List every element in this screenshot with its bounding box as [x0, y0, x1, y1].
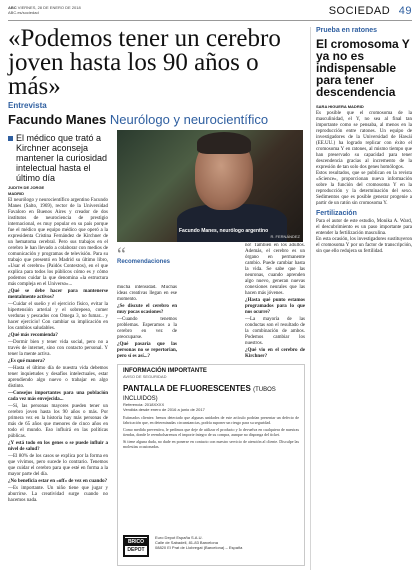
article-column-1: [8, 185, 108, 568]
subject-name: Facundo Manes: [8, 112, 107, 127]
article-photo: [117, 130, 303, 242]
notice-paragraph: Si tiene alguna duda, no dude en ponerse en contacto con nuestro servicio de atención al cliente. Disculpe las molestias ocasionadas.: [123, 439, 299, 449]
body-paragraph: —Cuidar el sueño y el ejercicio físico, evitar la hipertensión arterial y el sobrepeso, comer verduras y pescados con Omega 3, no fumar... y hacer ejercicio! Con cambiar su implicación en los cambios saludables.: [8, 302, 108, 331]
sidebar-subhead: Fertilización: [316, 210, 357, 217]
sidebar-paragraph: Es posible que el cromosoma de la masculinidad, el Y, no sea al final tan importante como se pensaba, al menos en la reproducción entre ratones. Un equipo de investigadores de la Universidad de Hawái (EE.UU.) ha logrado replicar con éxito el cromosoma Y en ratones, al mismo tiempo que han preservado su capacidad para tener descendencia gracias al incremento de la expresión de tan solo dos genes homólogos.: [316, 111, 412, 170]
notice-address: [155, 535, 242, 550]
author-city: MADRID: [8, 191, 24, 196]
notice-paragraph: Estimados clientes: hemos detectado que algunas unidades de este artículo podrían presentar un defecto de fabricación que, en determinadas circunstancias, podría suponer un riesgo para su seguridad.: [123, 415, 299, 425]
sidebar-kicker: Prueba en ratones: [316, 27, 378, 34]
notice-ref: Referencia: 2018XXXX: [123, 402, 165, 407]
notice-kicker-sub: AVISO DE SEGURIDAD: [123, 374, 167, 379]
interview-question: ¿Qué se debe hacer para mantenerse mentalmente activos?: [8, 289, 108, 300]
interview-question: ¿Qué vio en el cerebro de Kirchner?: [245, 348, 305, 359]
blurb-item: El médico que trató a Kirchner aconseja mantener la curiosidad intelectual hasta el último día: [8, 133, 108, 183]
interview-question: ¿Qué pasaría que las personas no se repertorian, pero sí es así...?: [117, 342, 177, 359]
subject-line: [8, 112, 268, 127]
article-column-3: [181, 243, 241, 360]
photo-credit: R. FERNÁNDEZ: [270, 234, 300, 239]
interview-question: ¿Hasta qué punto estamos programados para lo que nos ocurre?: [245, 298, 305, 315]
recommendations-title: Recomendaciones: [117, 259, 171, 265]
sidebar-author: SARA HIGUERA MADRID: [316, 104, 364, 109]
masthead-brand: ABC: [8, 5, 17, 10]
sidebar-headline: El cromosoma Y ya no es indispensable para tener descendencia: [316, 37, 410, 99]
body-paragraph: —El 80% de los casos se explica por la forma en que vivimos, pero sucede lo contrario. Tenemos que cuidar el cerebro para que esté en forma a la mayor parte del día.: [8, 454, 108, 477]
logo-bottom-text: DEPOT: [127, 547, 145, 553]
address-line: Euro Depot España S.A.U.: [155, 535, 203, 540]
photo-caption: Facundo Manes, neurólogo argentino: [179, 228, 269, 234]
notice-details: [123, 402, 299, 412]
section-header: [329, 5, 412, 17]
body-paragraph: mucha intensidad. Muchas ideas creativas llegan en ese momento.: [117, 285, 177, 302]
interview-question: ¿Es qué manera?: [8, 359, 45, 364]
body-paragraph: —Dormir bien y tener vida social, pero no a través de internet, sino con contacto personal. Y tener la mente activa.: [8, 340, 108, 357]
article-kicker: Entrevista: [8, 101, 47, 110]
notice-title: [123, 384, 299, 402]
article-column-4: [245, 243, 305, 360]
body-paragraph: no! También en los adultos. Además, el cerebro es un órgano en permanente cambio. Puede cambiar hasta la vida. Se sabe que las neuronas, cuando aprenden algo nuevo, generan nuevas conexiones neurales que las hacen más jóvenes.: [245, 243, 305, 296]
sidebar-article: [310, 27, 412, 570]
notice-paragraph: Como medida preventiva, le pedimos que deje de utilizar el producto y lo devuelva en cualquiera de nuestras tiendas, donde le reembolsaremos el importe íntegro de su compra, aunque no disponga del ticket.: [123, 427, 299, 437]
article-blurbs: [8, 133, 108, 185]
address-line: Calle de Sabadell, 81-83 Barcelona: [155, 540, 218, 545]
safety-notice-box: [117, 364, 305, 566]
quote-mark-icon: “: [117, 244, 126, 266]
notice-title-suffix: (TUBOS INCLUIDOS): [123, 387, 276, 402]
masthead-site: ABC.es/sociedad: [8, 10, 39, 15]
masthead: [8, 5, 412, 21]
notice-kicker: INFORMACIÓN IMPORTANTE: [123, 368, 207, 374]
article-column-2: [117, 285, 177, 360]
article-headline: «Podemos tener un cerebro joven hasta los 90 años o más»: [8, 25, 281, 100]
section-name: SOCIEDAD: [328, 5, 391, 17]
body-paragraph: —Sí, las personas mayores pueden tener un cerebro joven hasta los 90 años o más. Por primera vez en la historia hay más personas de más de 65 años que menores de cinco años en todo el mundo. Eso influirá en las políticas públicas.: [8, 404, 108, 439]
body-paragraph: —Cuando tenemos problemas. Esperamos a la cerebro en vez de preocuparse.: [117, 317, 177, 340]
masthead-date: VIERNES, 28 DE ENERO DE 2018: [17, 5, 81, 10]
sidebar-paragraph: Estos resultados, que se publican en la revista «Science», proporcionan nueva información sobre la función del cromosoma Y en la reproducción y la determinación del sexo. Sedimentos que es posible generar progenie a partir de un ratón sin cromosoma Y.: [316, 171, 412, 206]
body-paragraph: —Es importante. Un niño tiene que jugar y aburrirse. La creatividad surge cuando no hacemos nada.: [8, 486, 108, 503]
masthead-info: [8, 5, 81, 15]
body-paragraph: —La mayoría de las conductas son el resultado de la combinación de ambos. Podemos cambiar los nuestros.: [245, 317, 305, 346]
author-name: JUDITH DE JORGE: [8, 185, 45, 190]
body-paragraph: —Hasta el último día de nuestra vida debemos tener inquietudes y desafíos intelectuales, estar aprendiendo algo nuevo o trabajar en algo distinto.: [8, 366, 108, 389]
notice-footer: [123, 535, 299, 561]
brico-depot-logo: [123, 535, 149, 557]
page-number: 49: [398, 5, 412, 17]
sidebar-paragraph: Para el autor de este estudio, Monika A. Ward, el descubrimiento es un paso importante para entender la fertilización masculina.: [316, 219, 412, 236]
interview-question: ¿No beneficia estar en «off» de vez en cuando?: [8, 479, 108, 484]
notice-sold: Vendida desde enero de 2016 a junio de 2017: [123, 407, 205, 412]
interview-question: ¿Se discute el cerebro en muy pocas ocasiones?: [117, 304, 177, 315]
subject-role: Neurólogo y neurocientífico: [109, 112, 269, 127]
interview-question: ¿Qué más recomienda?: [8, 333, 58, 338]
address-line: 08820 El Prat de Llobregat (Barcelona) – España: [155, 545, 243, 550]
photo-hair-shape: [197, 132, 251, 154]
interview-question: —Consejos importantes para una población cada vez más envejecida...: [8, 391, 108, 402]
author-byline: [8, 185, 108, 197]
interview-question: ¿Y está todo en los genes o se puede influir a nivel de salud?: [8, 441, 108, 452]
notice-title-main: PANTALLA DE FLUORESCENTES: [123, 384, 251, 393]
logo-top-text: BRICO: [125, 538, 147, 546]
body-paragraph: El neurólogo y neurocientífico argentino Facundo Manes (Salto, 1969), rector de la Universidad Favaloro en Buenos Aires y creador de dos institutos de neurociencia de prestigio internacional, es muy popular en su país porque fue el médico que equipo médico que operó a la expresidenta Cristina Fernández de Kirchner de un hematoma cerebral. Pero sus trabajos en el cerebro le han llevado a colaborar con medios de comunicación y programas de televisión. Para su trabajo que presentó en Madrid su último libro, «Usar el cerebro» (Paidós Contextos), en el que explica para todos los públicos cómo es y cómo podemos cuidar la que denomina «la estructura más compleja en el Universo»...: [8, 198, 108, 287]
sidebar-paragraph: En esta ocasión, los investigadores sustituyeron el cromosoma Y por un factor de transcripción, sin que ello redujera su fertilidad.: [316, 237, 412, 254]
